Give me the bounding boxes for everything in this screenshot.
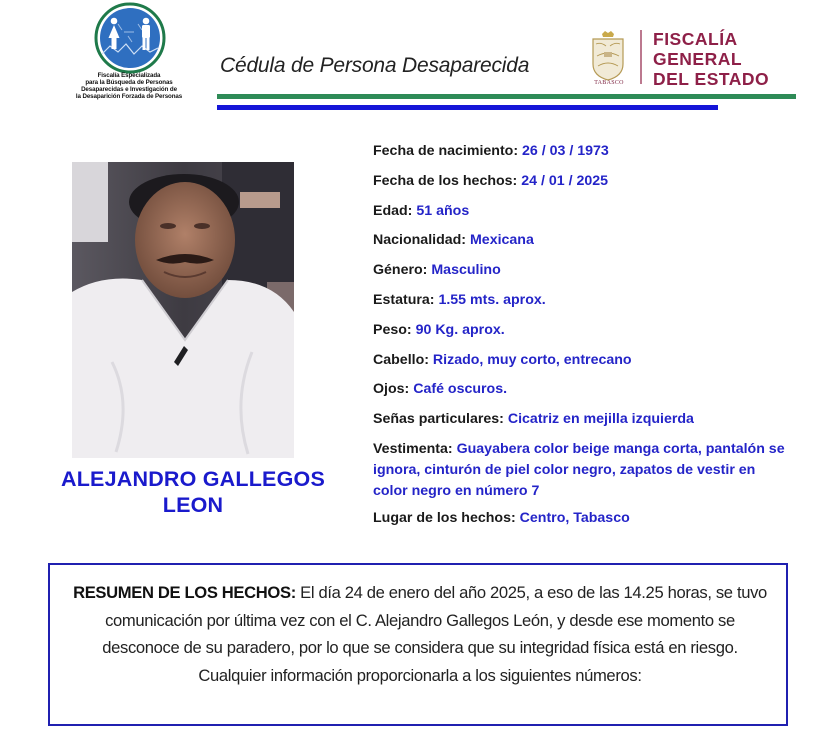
detail-value: Guayabera color beige manga corta, pantalón se ignora, cinturón de piel color negro, zapatos de vestir en color negro en número 7: [373, 440, 785, 499]
detail-label: Género:: [373, 262, 428, 279]
detail-value: Rizado, muy corto, entrecano: [432, 351, 632, 368]
tabasco-label: TABASCO: [594, 80, 624, 86]
document-title: Cédula de Persona Desaparecida: [220, 54, 530, 77]
person-details: [373, 141, 793, 538]
logo-separator: [640, 30, 642, 84]
name-line-2: LEON: [162, 493, 224, 517]
detail-value: Centro, Tabasco: [519, 509, 630, 526]
caption-line: la Desaparición Forzada de Personas: [75, 93, 183, 100]
summary-text: [70, 579, 770, 689]
detail-label: Peso:: [373, 321, 412, 338]
detail-label: Vestimenta:: [373, 440, 453, 457]
summary-heading: RESUMEN DE LOS HECHOS:: [73, 583, 296, 602]
tabasco-shield-icon: [589, 30, 627, 82]
detail-value: Cicatriz en mejilla izquierda: [507, 411, 694, 428]
detail-birth-date: [373, 141, 793, 161]
detail-label: Edad:: [373, 202, 413, 219]
detail-value: 90 Kg. aprox.: [415, 321, 505, 338]
green-divider: [217, 94, 796, 99]
detail-label: Ojos:: [373, 381, 410, 398]
detail-age: [373, 201, 793, 221]
detail-weight: [373, 320, 793, 340]
portrait-image: [72, 162, 294, 458]
fiscalia-especializada-logo: [88, 2, 172, 74]
person-full-name: [30, 466, 356, 518]
fge-line: DEL ESTADO: [653, 69, 770, 89]
detail-label: Cabello:: [373, 351, 429, 368]
fiscalia-especializada-caption: [44, 72, 214, 100]
person-photo: [72, 162, 294, 458]
detail-value: 26 / 03 / 1973: [522, 143, 609, 159]
detail-label: Fecha de nacimiento:: [373, 143, 519, 159]
detail-eyes: [373, 379, 793, 399]
detail-label: Fecha de los hechos:: [373, 172, 518, 189]
caption-line: para la Búsqueda de Personas: [85, 79, 173, 86]
detail-nationality: [373, 230, 793, 250]
detail-distinguishing-marks: [373, 409, 793, 429]
caption-line: Desaparecidas e Investigación de: [81, 86, 177, 93]
detail-value: 51 años: [416, 202, 470, 219]
detail-event-date: [373, 171, 793, 191]
fiscalia-general-logo-text: [653, 29, 769, 89]
name-line-1: ALEJANDRO GALLEGOS: [60, 467, 325, 491]
detail-value: 1.55 mts. aprox.: [438, 291, 546, 308]
summary-body: El día 24 de enero del año 2025, a eso de las 14.25 horas, se tuvo comunicación por última vez con el C. Alejandro Gallegos León, y desde ese momento se desconoce de su paradero, por lo que se considera que su integridad física está en riesgo. Cualquier información proporcionarla a los siguientes números:: [102, 583, 767, 685]
detail-value: Café oscuros.: [413, 381, 508, 398]
caption-line: Fiscalía Especializada: [97, 72, 161, 79]
summary-box: [48, 563, 788, 726]
detail-label: Lugar de los hechos:: [373, 509, 516, 526]
detail-event-location: [373, 508, 793, 528]
detail-value: 24 / 01 / 2025: [521, 172, 609, 189]
detail-hair: [373, 350, 793, 370]
detail-label: Nacionalidad:: [373, 232, 467, 249]
detail-label: Señas particulares:: [373, 411, 504, 428]
detail-value: Mexicana: [469, 232, 534, 249]
detail-height: [373, 290, 793, 310]
fge-line: GENERAL: [653, 49, 743, 69]
detail-gender: [373, 260, 793, 280]
fge-line: FISCALÍA: [653, 29, 738, 49]
detail-value: Masculino: [431, 262, 501, 279]
people-search-emblem-icon: [88, 2, 172, 74]
detail-label: Estatura:: [373, 291, 435, 308]
blue-divider: [217, 105, 718, 110]
detail-clothing: [373, 439, 793, 502]
